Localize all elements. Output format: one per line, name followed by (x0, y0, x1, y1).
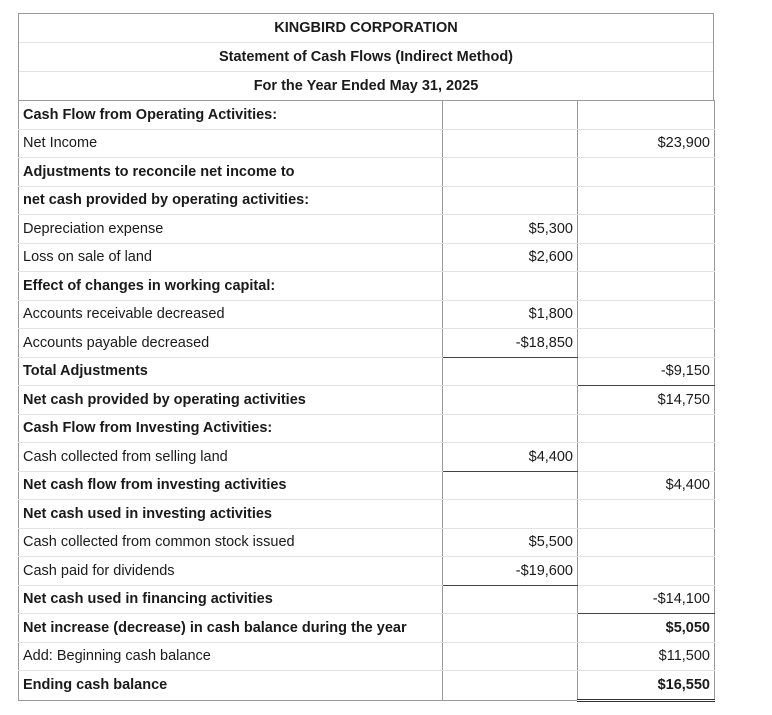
row-label: Depreciation expense (19, 215, 443, 244)
row-amount (443, 585, 578, 614)
table-row (19, 585, 715, 614)
table-row (19, 414, 715, 443)
row-total (578, 101, 715, 130)
row-label: Effect of changes in working capital: (19, 272, 443, 301)
row-total (578, 500, 715, 529)
row-label: Cash paid for dividends (19, 557, 443, 586)
row-amount (443, 471, 578, 500)
row-amount (443, 272, 578, 301)
row-amount (443, 386, 578, 415)
table-row (19, 471, 715, 500)
row-total: -$9,150 (578, 357, 715, 386)
row-total (578, 158, 715, 187)
table-row (19, 243, 715, 272)
row-total: -$14,100 (578, 585, 715, 614)
row-total (578, 414, 715, 443)
row-label: Cash collected from selling land (19, 443, 443, 472)
row-total (578, 557, 715, 586)
row-label: Net cash used in financing activities (19, 585, 443, 614)
table-row (19, 557, 715, 586)
row-total (578, 243, 715, 272)
row-label: Net Income (19, 129, 443, 158)
row-total (578, 186, 715, 215)
row-total: $11,500 (578, 642, 715, 671)
row-label: Adjustments to reconcile net income to (19, 158, 443, 187)
row-total (578, 272, 715, 301)
row-amount (443, 186, 578, 215)
table-row (19, 500, 715, 529)
statement-header (18, 13, 714, 100)
row-label: Cash Flow from Investing Activities: (19, 414, 443, 443)
row-label: Net increase (decrease) in cash balance during the year (19, 614, 443, 643)
row-amount (443, 642, 578, 671)
table-row (19, 528, 715, 557)
table-row (19, 671, 715, 701)
table-row (19, 614, 715, 643)
row-total (578, 329, 715, 358)
row-amount: -$19,600 (443, 557, 578, 586)
row-total: $23,900 (578, 129, 715, 158)
row-label: Net cash used in investing activities (19, 500, 443, 529)
row-amount (443, 671, 578, 701)
row-label: Ending cash balance (19, 671, 443, 701)
row-amount (443, 158, 578, 187)
row-total (578, 215, 715, 244)
table-row (19, 158, 715, 187)
row-amount (443, 614, 578, 643)
row-label: Accounts payable decreased (19, 329, 443, 358)
row-label: Cash collected from common stock issued (19, 528, 443, 557)
row-amount: $2,600 (443, 243, 578, 272)
row-amount (443, 357, 578, 386)
cash-flow-statement (18, 13, 714, 702)
table-row (19, 642, 715, 671)
statement-period: For the Year Ended May 31, 2025 (253, 78, 479, 94)
row-total (578, 443, 715, 472)
table-row (19, 272, 715, 301)
row-label: Accounts receivable decreased (19, 300, 443, 329)
table-row (19, 300, 715, 329)
row-total (578, 300, 715, 329)
row-label: Net cash provided by operating activities (19, 386, 443, 415)
row-label: Add: Beginning cash balance (19, 642, 443, 671)
row-label: Cash Flow from Operating Activities: (19, 101, 443, 130)
table-row (19, 129, 715, 158)
company-name: KINGBIRD CORPORATION (19, 14, 713, 43)
row-label: Total Adjustments (19, 357, 443, 386)
row-amount (443, 101, 578, 130)
row-amount: $5,500 (443, 528, 578, 557)
row-amount (443, 414, 578, 443)
cash-flow-table (18, 100, 715, 702)
row-amount: $1,800 (443, 300, 578, 329)
table-row (19, 386, 715, 415)
row-amount: $4,400 (443, 443, 578, 472)
row-total (578, 528, 715, 557)
row-label: Loss on sale of land (19, 243, 443, 272)
table-row (19, 329, 715, 358)
row-total: $14,750 (578, 386, 715, 415)
row-total: $5,050 (578, 614, 715, 643)
row-amount (443, 129, 578, 158)
row-total: $16,550 (578, 671, 715, 701)
table-row (19, 357, 715, 386)
table-row (19, 215, 715, 244)
row-label: net cash provided by operating activities: (19, 186, 443, 215)
table-row (19, 101, 715, 130)
table-row (19, 443, 715, 472)
row-label: Net cash flow from investing activities (19, 471, 443, 500)
row-amount (443, 500, 578, 529)
row-amount: -$18,850 (443, 329, 578, 358)
row-amount: $5,300 (443, 215, 578, 244)
table-row (19, 186, 715, 215)
row-total: $4,400 (578, 471, 715, 500)
statement-title: Statement of Cash Flows (Indirect Method) (19, 43, 713, 72)
